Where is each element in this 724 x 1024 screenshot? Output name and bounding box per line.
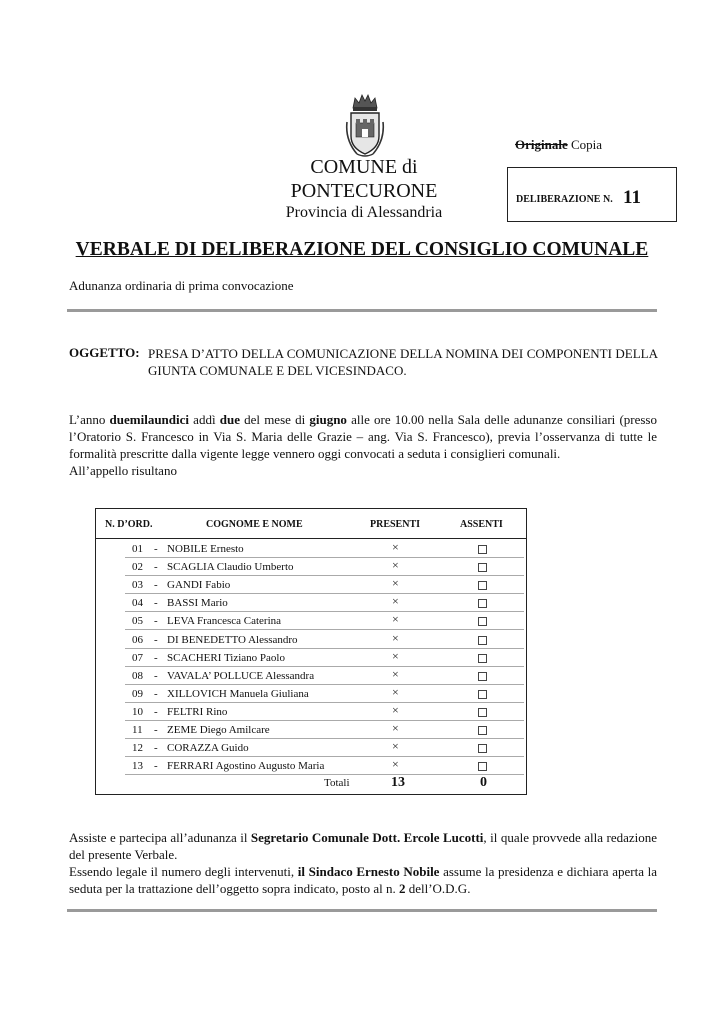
divider-top [67,309,657,312]
table-row [96,576,526,594]
header-assenti: ASSENTI [460,519,503,530]
absent-checkbox-icon [478,563,487,572]
header-name: COGNOME E NOME [206,519,303,530]
present-mark-icon: × [392,630,399,645]
table-row [96,612,526,630]
originale-label: Originale [515,137,568,152]
document-title: VERBALE DI DELIBERAZIONE DEL CONSIGLIO COMUNALE [75,239,649,260]
row-name: VAVALA’ POLLUCE Alessandra [167,669,315,682]
deliberation-number: 11 [623,187,641,208]
row-dash: - [154,651,158,664]
comune-name: COMUNE di [310,156,418,178]
row-dash: - [154,633,158,646]
row-name: NOBILE Ernesto [167,543,244,555]
row-name: CORAZZA Guido [167,742,249,755]
row-name: FELTRI Rino [167,705,228,718]
totals-label: Totali [324,777,350,789]
totals-assenti: 0 [480,775,487,790]
row-number: 04 [132,597,143,610]
present-mark-icon: × [392,576,399,591]
row-number: 13 [132,760,143,773]
header-divider [96,538,526,539]
table-row [96,703,526,721]
present-mark-icon: × [392,666,399,681]
row-name: SCAGLIA Claudio Umberto [167,561,294,574]
row-number: 05 [132,615,143,628]
province-name: Provincia di Alessandria [285,204,443,221]
attendance-table [95,508,527,795]
absent-checkbox-icon [478,762,487,771]
table-row [96,558,526,576]
subject-text: PRESA D’ATTO DELLA COMUNICAZIONE DELLA NOMINA DEI COMPONENTI DELLA GIUNTA COMUNALE E DEL VICESINDACO. [148,346,658,378]
row-name: DI BENEDETTO Alessandro [167,633,298,646]
table-row [96,594,526,612]
row-dash: - [154,705,158,718]
absent-checkbox-icon [478,690,487,699]
row-name: LEVA Francesca Caterina [167,615,282,628]
row-number: 02 [132,561,143,574]
present-mark-icon: × [392,702,399,717]
meeting-type: Adunanza ordinaria di prima convocazione [69,278,294,293]
row-dash: - [154,543,158,555]
header-num: N. D’ORD. [105,519,153,530]
row-number: 03 [132,579,143,592]
present-mark-icon: × [392,648,399,663]
table-row [96,757,526,775]
table-row [96,540,526,558]
row-number: 06 [132,633,143,646]
row-name: SCACHERI Tiziano Paolo [167,651,285,664]
copia-label: Copia [570,137,603,152]
table-row [96,739,526,757]
table-row [96,721,526,739]
row-number: 12 [132,742,143,755]
row-dash: - [154,579,158,592]
row-divider [125,774,524,775]
absent-checkbox-icon [478,744,487,753]
absent-checkbox-icon [478,672,487,681]
table-row [96,685,526,703]
present-mark-icon: × [392,594,399,609]
header-presenti: PRESENTI [370,519,421,530]
present-mark-icon: × [392,739,399,754]
municipal-crest-logo [343,92,387,160]
row-dash: - [154,561,158,574]
row-number: 11 [132,724,143,736]
table-row [96,667,526,685]
row-number: 09 [132,687,143,700]
absent-checkbox-icon [478,581,487,590]
row-dash: - [154,724,158,736]
original-copy-marker [515,137,602,153]
absent-checkbox-icon [478,617,487,626]
absent-checkbox-icon [478,708,487,717]
row-name: GANDI Fabio [167,579,231,592]
row-number: 07 [132,651,143,664]
present-mark-icon: × [392,684,399,699]
row-number: 01 [132,543,143,555]
row-name: FERRARI Agostino Augusto Maria [167,760,325,773]
present-mark-icon: × [392,721,399,735]
present-mark-icon: × [392,612,399,627]
deliberation-label: DELIBERAZIONE N. [516,194,613,205]
row-number: 10 [132,705,143,718]
absent-checkbox-icon [478,726,487,735]
present-mark-icon: × [392,558,399,573]
row-name: BASSI Mario [167,597,228,610]
row-dash: - [154,615,158,628]
row-dash: - [154,760,158,773]
absent-checkbox-icon [478,545,487,554]
appello-text: All’appello risultano [69,463,177,478]
absent-checkbox-icon [478,599,487,608]
row-number: 08 [132,669,143,682]
absent-checkbox-icon [478,654,487,663]
closing-paragraph: Assiste e partecipa all’adunanza il Segretario Comunale Dott. Ercole Lucotti, il quale provvede alla redazione del presente Verbale. Essendo legale il numero degli intervenuti, il Sindaco Ernesto Nobile assume la presidenza e dichiara aperta la seduta per la trattazione dell’oggetto sopra indicato, posto al n. 2 dell’O.D.G. [69,830,658,896]
row-dash: - [154,669,158,682]
row-dash: - [154,597,158,610]
absent-checkbox-icon [478,636,487,645]
divider-bottom [67,909,657,912]
row-dash: - [154,742,158,755]
row-dash: - [154,687,158,700]
present-mark-icon: × [392,757,399,772]
subject-label: OGGETTO: [69,345,140,360]
table-row [96,649,526,667]
comune-town: PONTECURONE [290,180,438,202]
row-name: ZEME Diego Amilcare [167,724,270,736]
table-row [96,631,526,649]
row-name: XILLOVICH Manuela Giuliana [167,687,309,700]
totals-presenti: 13 [391,775,405,790]
intro-paragraph: L’anno duemilaundici addì due del mese di giugno alle ore 10.00 nella Sala delle adunanze consiliari (presso l’Oratorio S. Francesco in Via S. Maria delle Grazie – ang. Via S. Francesco), previa l’osservanza di tutte le formalità prescritte dalla vigente legge vennero oggi convocati a seduta i consiglieri comunali. All’appello risultano [69,412,657,478]
present-mark-icon: × [392,540,399,554]
